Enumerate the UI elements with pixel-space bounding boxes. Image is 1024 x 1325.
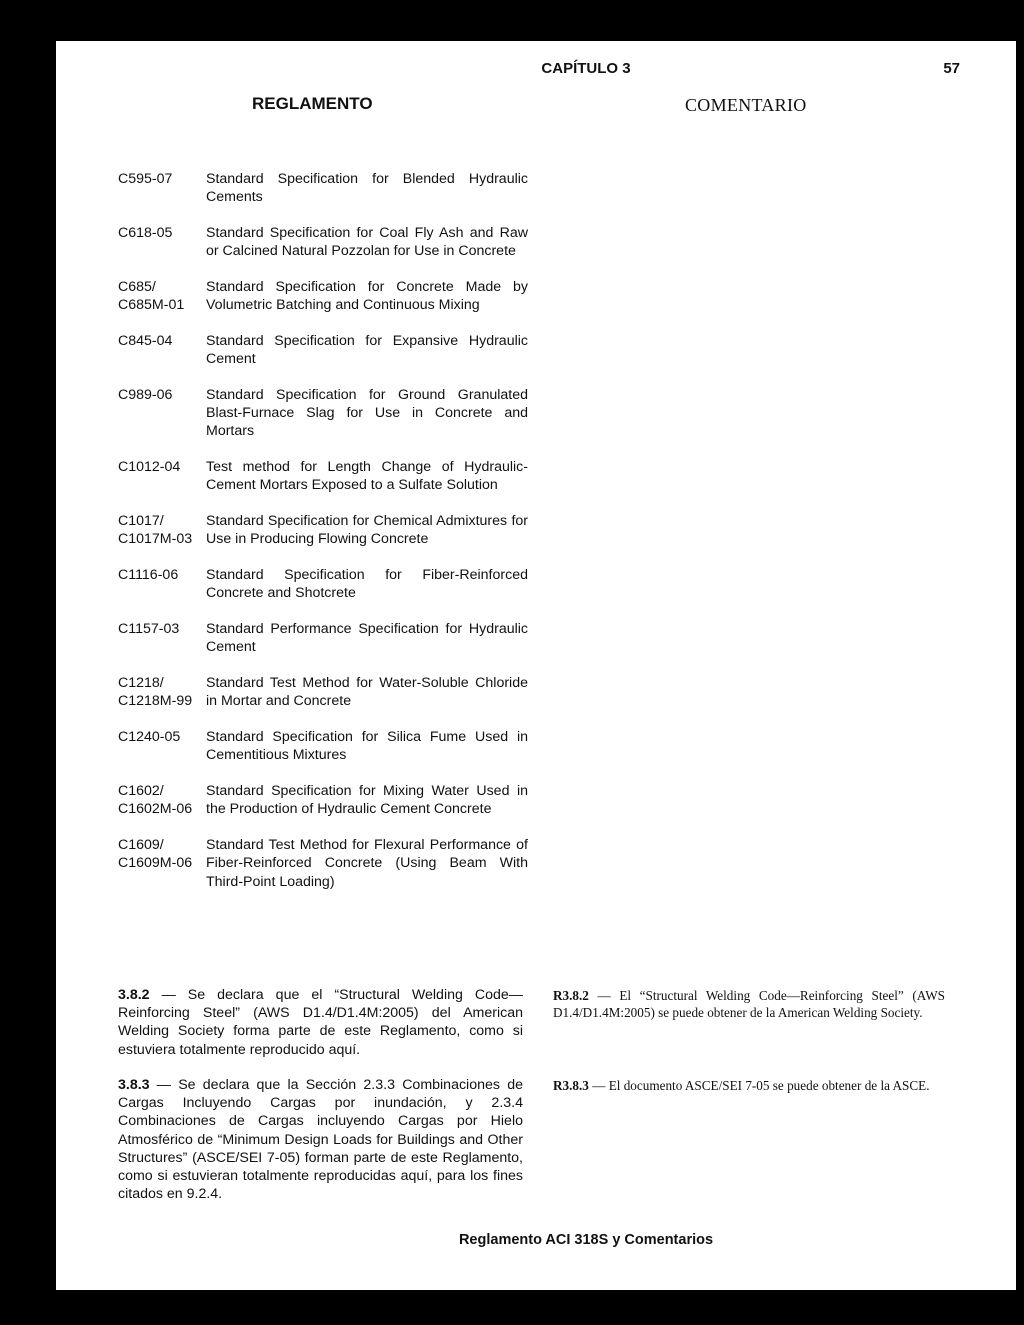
chapter-title: CAPÍTULO 3 — [541, 60, 631, 77]
section-text: — Se declara que la Sección 2.3.3 Combinaciones de Cargas Incluyendo Cargas por inundación, y 2.3.4 Combinaciones de Cargas incluyendo Cargas por Hielo Atmosférico de “Minimum Design Loads for Buildings and Other Structures” (ASCE/SEI 7-05) forman parte de este Reglamento, como si estuvieran totalmente reproducidas aquí, para los fines citados en 9.2.4. — [118, 1077, 523, 1203]
spec-item — [118, 836, 528, 891]
spec-code: C1602/ C1602M-06 — [118, 783, 193, 818]
page-footer: Reglamento ACI 318S y Comentarios — [458, 1232, 714, 1248]
commentary-r3-8-3 — [553, 1077, 945, 1094]
spec-code: C1218/ C1218M-99 — [118, 675, 193, 710]
spec-description: Test method for Length Change of Hydraulic-Cement Mortars Exposed to a Sulfate Solution — [206, 459, 528, 494]
comentario-heading: COMENTARIO — [685, 95, 807, 115]
spec-item — [118, 278, 528, 314]
spec-item — [118, 512, 528, 548]
section-number: 3.8.2 — [118, 987, 150, 1003]
commentary-number: R3.8.2 — [553, 988, 589, 1003]
commentary-text: — El “Structural Welding Code—Reinforcing Steel” (AWS D1.4/D1.4M:2005) se puede obtener de la American Welding Society. — [553, 988, 945, 1021]
spec-list — [118, 170, 528, 908]
spec-description: Standard Specification for Blended Hydraulic Cements — [206, 171, 528, 206]
commentary-r3-8-2 — [553, 987, 945, 1021]
spec-item — [118, 674, 528, 710]
spec-description: Standard Specification for Expansive Hydraulic Cement — [206, 333, 528, 368]
spec-code: C1240-05 — [118, 729, 181, 746]
spec-description: Standard Test Method for Water-Soluble Chloride in Mortar and Concrete — [206, 675, 528, 710]
spec-code: C595-07 — [118, 171, 173, 187]
spec-item — [118, 458, 528, 494]
spec-code: C1017/ C1017M-03 — [118, 513, 193, 548]
spec-code: C1157-03 — [118, 621, 180, 638]
page-number: 57 — [943, 60, 960, 77]
commentary-number: R3.8.3 — [553, 1078, 589, 1093]
spec-description: Standard Specification for Silica Fume Used in Cementitious Mixtures — [206, 729, 528, 764]
spec-description: Standard Specification for Chemical Admixtures for Use in Producing Flowing Concrete — [206, 513, 528, 548]
spec-item — [118, 170, 528, 206]
spec-item — [118, 332, 528, 368]
spec-item — [118, 224, 528, 260]
spec-description: Standard Specification for Fiber-Reinforced Concrete and Shotcrete — [206, 567, 528, 602]
section-3-8-2 — [118, 986, 523, 1059]
section-text: — Se declara que el “Structural Welding Code—Reinforcing Steel” (AWS D1.4/D1.4M:2005) del American Welding Society forma parte de este Reglamento, como si estuviera totalmente reproducido aquí. — [118, 987, 523, 1058]
spec-item — [118, 728, 528, 764]
spec-description: Standard Specification for Ground Granulated Blast-Furnace Slag for Use in Concrete and Mortars — [206, 387, 528, 440]
reglamento-heading: REGLAMENTO — [252, 94, 373, 113]
spec-description: Standard Specification for Concrete Made by Volumetric Batching and Continuous Mixing — [206, 279, 528, 314]
spec-code: C1012-04 — [118, 459, 181, 476]
spec-description: Standard Test Method for Flexural Performance of Fiber-Reinforced Concrete (Using Beam With Third-Point Loading) — [206, 837, 528, 890]
spec-item — [118, 782, 528, 818]
spec-description: Standard Specification for Coal Fly Ash and Raw or Calcined Natural Pozzolan for Use in Concrete — [206, 225, 528, 260]
spec-code: C989-06 — [118, 387, 173, 403]
section-number: 3.8.3 — [118, 1077, 150, 1093]
spec-item — [118, 386, 528, 441]
spec-code: C1116-06 — [118, 567, 179, 584]
spec-code: C618-05 — [118, 225, 173, 241]
spec-item — [118, 566, 528, 602]
section-3-8-3 — [118, 1076, 523, 1203]
spec-item — [118, 620, 528, 656]
document-page — [56, 41, 1016, 1290]
commentary-text: — El documento ASCE/SEI 7-05 se puede obtener de la ASCE. — [588, 1078, 930, 1093]
spec-code: C685/ C685M-01 — [118, 279, 185, 314]
spec-description: Standard Performance Specification for Hydraulic Cement — [206, 621, 528, 656]
spec-code: C845-04 — [118, 333, 173, 349]
spec-description: Standard Specification for Mixing Water Used in the Production of Hydraulic Cement Concrete — [206, 783, 528, 818]
spec-code: C1609/ C1609M-06 — [118, 837, 193, 872]
